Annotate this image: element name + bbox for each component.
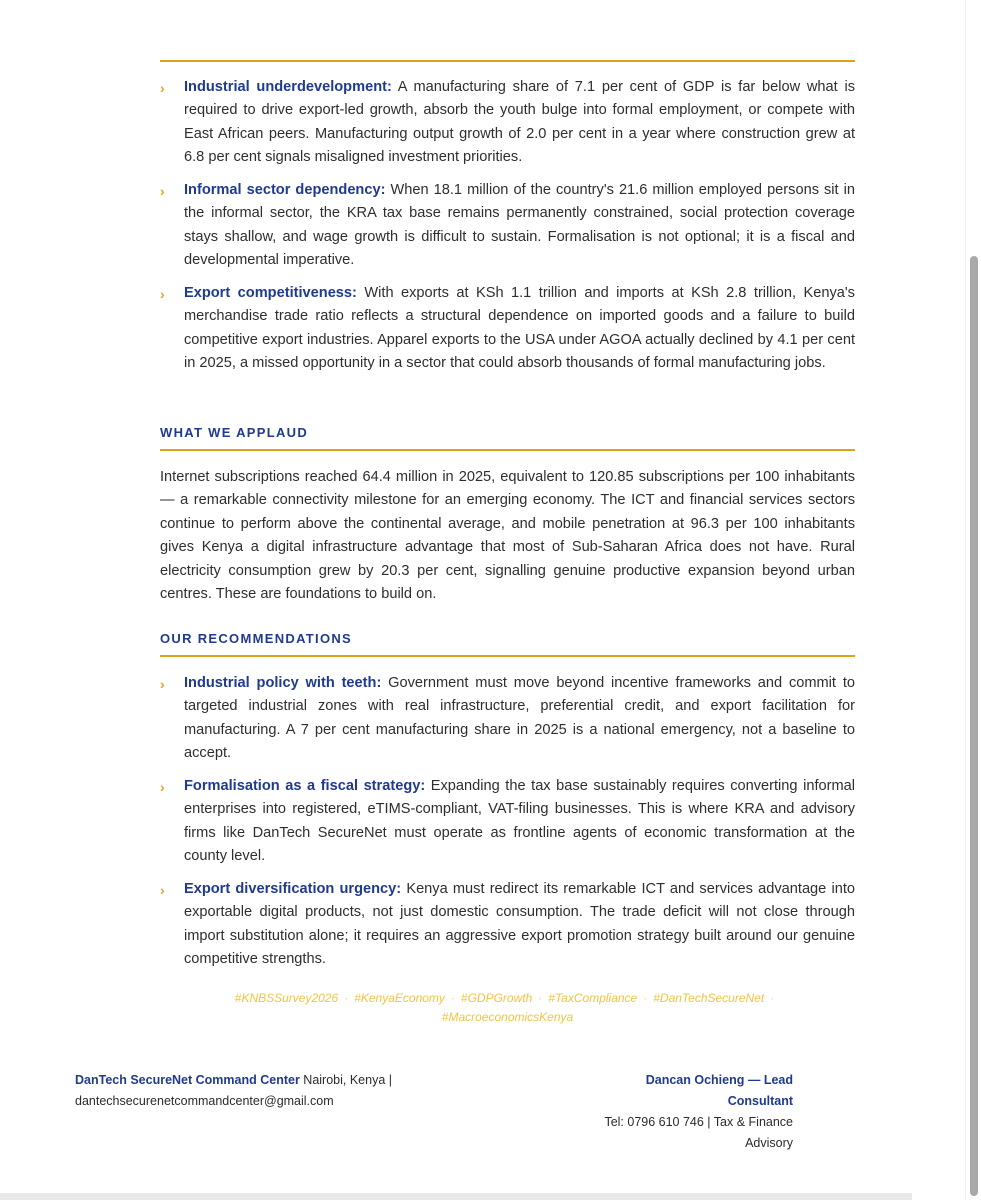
bullet-text: When 18.1 million of the country's 21.6 million employed persons sit in the informal sector, the KRA tax base remains permanently constrained, social protection coverage stays shallow, and wage growth is difficult to sustain. Formalisation is not optional; it is a fiscal and developmental imperative. bbox=[184, 182, 855, 269]
bullet-export-competitiveness bbox=[160, 282, 855, 376]
chevron-right-icon: › bbox=[160, 80, 165, 96]
bullet-lead: Informal sector dependency: bbox=[184, 182, 386, 198]
hashtag-separator: · bbox=[450, 991, 455, 1005]
footer-company-info bbox=[75, 1070, 392, 1112]
bullet-text: Kenya must redirect its remarkable ICT and services advantage into exportable digital products, not just domestic consumption. The trade deficit will not close through import substitution alone; it requires an aggressive export promotion strategy built around our genuine competitive strengths. bbox=[184, 881, 855, 968]
consultant-title: Consultant bbox=[727, 1094, 793, 1108]
bullet-formalisation bbox=[160, 775, 855, 869]
hashtag-separator: · bbox=[538, 991, 543, 1005]
scrollbar-thumb[interactable] bbox=[970, 256, 978, 1196]
vertical-scrollbar[interactable] bbox=[965, 0, 981, 1200]
hashtag-list bbox=[160, 989, 855, 1027]
chevron-right-icon: › bbox=[160, 779, 165, 795]
bullet-lead: Formalisation as a fiscal strategy: bbox=[184, 778, 426, 794]
chevron-right-icon: › bbox=[160, 183, 165, 199]
consultant-name: Dancan Ochieng — Lead bbox=[645, 1073, 793, 1087]
applaud-paragraph: Internet subscriptions reached 64.4 million in 2025, equivalent to 120.85 subscriptions per 100 inhabitants — a remarkable connectivity milestone for an emerging economy. The ICT and financial services sectors continue to perform above the continental average, and mobile penetration at 96.3 per 100 inhabitants gives Kenya a digital infrastructure advantage that most of Sub-Saharan Africa does not have. Rural electricity consumption grew by 20.3 per cent, signalling genuine productive expansion beyond urban centres. These are foundations to build on. bbox=[160, 469, 855, 603]
bullet-lead: Industrial policy with teeth: bbox=[184, 675, 382, 691]
hashtag[interactable]: #GDPGrowth bbox=[460, 991, 533, 1005]
section-heading-recommendations: OUR RECOMMENDATIONS bbox=[160, 631, 353, 646]
chevron-right-icon: › bbox=[160, 286, 165, 302]
page-edge bbox=[0, 1193, 912, 1200]
bullet-industrial-policy bbox=[160, 672, 855, 766]
bullet-informal-sector bbox=[160, 179, 855, 273]
hashtag[interactable]: #TaxCompliance bbox=[548, 991, 638, 1005]
bullet-text: With exports at KSh 1.1 trillion and imports at KSh 2.8 trillion, Kenya's merchandise trade ratio reflects a structural dependence on imported goods and a failure to build competitive export industries. Apparel exports to the USA under AGOA actually declined by 4.1 per cent in 2025, a missed opportunity in a sector that could absorb thousands of formal manufacturing jobs. bbox=[184, 285, 855, 372]
bullet-industrial-underdevelopment bbox=[160, 76, 855, 170]
chevron-right-icon: › bbox=[160, 676, 165, 692]
section-divider bbox=[160, 60, 855, 62]
section-heading-applaud: WHAT WE APPLAUD bbox=[160, 425, 309, 440]
section-divider bbox=[160, 655, 855, 657]
bullet-lead: Export competitiveness: bbox=[184, 285, 357, 301]
hashtag-separator: · bbox=[344, 991, 349, 1005]
hashtag[interactable]: #DanTechSecureNet bbox=[653, 991, 765, 1005]
company-location: Nairobi, Kenya | bbox=[299, 1073, 393, 1087]
section-divider bbox=[160, 449, 855, 451]
hashtag-separator: · bbox=[770, 991, 775, 1005]
hashtag[interactable]: #KNBSSurvey2026 bbox=[234, 991, 339, 1005]
bullet-lead: Industrial underdevelopment: bbox=[184, 79, 392, 95]
hashtag-separator: · bbox=[643, 991, 648, 1005]
chevron-right-icon: › bbox=[160, 882, 165, 898]
hashtag[interactable]: #KenyaEconomy bbox=[354, 991, 445, 1005]
consultant-contact: Tel: 0796 610 746 | Tax & Finance bbox=[604, 1115, 793, 1129]
footer-contact-info bbox=[563, 1070, 793, 1154]
bullet-export-diversification bbox=[160, 878, 855, 972]
bullet-lead: Export diversification urgency: bbox=[184, 881, 402, 897]
bullet-text: Government must move beyond incentive frameworks and commit to targeted industrial zones with real infrastructure, preferential credit, and export facilitation for manufacturing. A 7 per cent manufacturing share in 2025 is a national emergency, not a baseline to accept. bbox=[184, 675, 855, 762]
company-email[interactable]: dantechsecurenetcommandcenter@gmail.com bbox=[75, 1094, 334, 1108]
consultant-contact-cont: Advisory bbox=[745, 1136, 793, 1150]
bullet-text: Expanding the tax base sustainably requires converting informal enterprises into registered, eTIMS-compliant, VAT-filing businesses. This is where KRA and advisory firms like DanTech SecureNet must operate as frontline agents of economic transformation at the county level. bbox=[184, 778, 855, 865]
company-name: DanTech SecureNet Command Center bbox=[75, 1073, 300, 1087]
hashtag[interactable]: #MacroeconomicsKenya bbox=[441, 1010, 574, 1024]
bullet-text: A manufacturing share of 7.1 per cent of GDP is far below what is required to drive export-led growth, absorb the youth bulge into formal employment, or compete with East African peers. Manufacturing output growth of 2.0 per cent in a year where construction grew at 6.8 per cent signals misaligned investment priorities. bbox=[184, 79, 856, 166]
